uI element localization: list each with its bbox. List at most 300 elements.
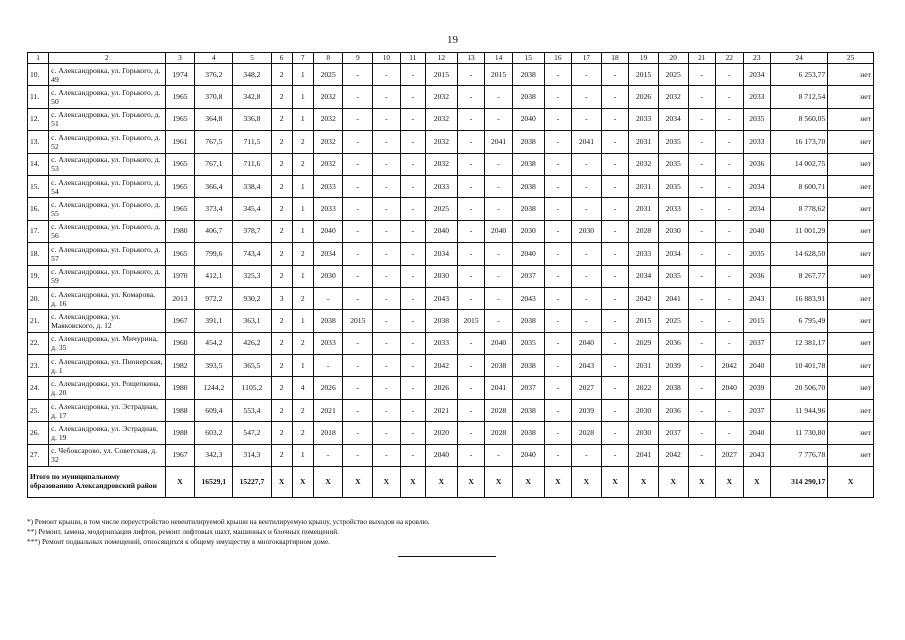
column-number-cell: 20 [658,53,688,64]
table-cell: 711,6 [233,153,271,175]
table-cell: 609,4 [195,399,233,421]
table-cell: - [457,422,485,444]
table-row [28,422,874,444]
table-cell: 2040 [426,220,458,242]
table-cell: 2038 [512,86,544,108]
table-cell: 1965 [165,175,195,197]
table-cell: 2040 [572,332,602,354]
table-cell: - [601,64,629,86]
table-cell: 2028 [485,422,513,444]
table-cell: 2032 [313,86,343,108]
table-cell: - [485,108,513,130]
table-cell: 2031 [629,198,659,220]
table-cell: 2 [271,64,292,86]
table-cell: 2041 [572,131,602,153]
table-cell: - [457,153,485,175]
table-cell: - [373,153,401,175]
table-cell: 2028 [629,220,659,242]
table-cell: - [400,86,425,108]
table-cell: 2032 [313,131,343,153]
column-number-cell: 9 [343,53,373,64]
table-cell: 3 [271,287,292,309]
total-cell: X [629,467,659,498]
table-cell: - [457,332,485,354]
column-number-cell: 21 [688,53,716,64]
table-cell: 2041 [629,444,659,466]
table-cell: 2 [271,175,292,197]
table-cell: 2015 [629,64,659,86]
table-cell: - [572,175,602,197]
row-number-cell: 14. [28,153,49,175]
table-cell: - [343,243,373,265]
cost-cell: 11 730,80 [771,422,828,444]
column-number-cell: 22 [716,53,744,64]
row-number-cell: 12. [28,108,49,130]
table-cell: - [457,377,485,399]
table-cell: 2 [271,220,292,242]
table-cell: 2039 [743,377,771,399]
row-number-cell: 16. [28,198,49,220]
table-cell: - [688,108,716,130]
column-number-cell: 10 [373,53,401,64]
table-cell: - [313,287,343,309]
table-cell: 2035 [658,265,688,287]
table-cell: 930,2 [233,287,271,309]
address-cell: с. Александровка, ул. Пионерская, д. 1 [49,355,165,377]
column-number-cell: 25 [828,53,874,64]
table-cell: - [313,444,343,466]
table-cell: 2032 [313,153,343,175]
table-cell: - [716,422,744,444]
table-cell: - [544,265,572,287]
table-cell: 743,4 [233,243,271,265]
table-cell: 2031 [629,131,659,153]
table-cell: 2040 [512,243,544,265]
table-cell: - [688,310,716,332]
table-cell: 2038 [512,355,544,377]
table-cell: 2 [292,332,313,354]
table-cell: - [688,444,716,466]
table-cell: - [485,444,513,466]
column-number-cell: 4 [195,53,233,64]
table-cell: 378,7 [233,220,271,242]
total-cell: 16529,1 [195,467,233,498]
table-cell: 1 [292,175,313,197]
table-cell: - [373,310,401,332]
table-cell: - [343,153,373,175]
housing-repair-table [27,52,874,498]
table-cell: - [601,422,629,444]
table-cell: 2021 [426,399,458,421]
table-cell: 1 [292,220,313,242]
table-cell: 2035 [512,332,544,354]
table-cell: 1967 [165,444,195,466]
table-cell: 2035 [743,108,771,130]
total-cell: X [457,467,485,498]
total-cell: X [512,467,544,498]
table-cell: - [544,108,572,130]
table-cell: 2042 [658,444,688,466]
table-cell: - [601,243,629,265]
table-row [28,108,874,130]
table-cell: - [716,332,744,354]
table-cell: - [601,153,629,175]
address-cell: с. Александровка, ул. Горького, д. 54 [49,175,165,197]
table-cell: - [688,175,716,197]
table-cell: - [485,153,513,175]
table-cell: - [485,86,513,108]
table-cell: - [572,108,602,130]
table-cell: 2034 [658,243,688,265]
table-cell: 393,5 [195,355,233,377]
table-cell: - [544,399,572,421]
table-cell: 2034 [313,243,343,265]
table-cell: - [485,265,513,287]
table-cell: 799,6 [195,243,233,265]
table-cell: 370,8 [195,86,233,108]
page-number: 19 [447,34,458,46]
table-cell: - [688,220,716,242]
table-cell: - [572,243,602,265]
table-cell: 2038 [512,399,544,421]
table-cell: 391,1 [195,310,233,332]
table-cell: 2015 [343,310,373,332]
row-number-cell: 11. [28,86,49,108]
table-cell: 345,4 [233,198,271,220]
table-cell: 1 [292,198,313,220]
table-cell: - [373,399,401,421]
table-cell: 2 [292,287,313,309]
table-cell: - [457,399,485,421]
table-cell: 2 [271,399,292,421]
table-cell: 1 [292,444,313,466]
table-cell: - [400,220,425,242]
table-cell: 2 [292,243,313,265]
table-cell: - [601,355,629,377]
table-cell: - [544,153,572,175]
table-cell: 2015 [485,64,513,86]
table-cell: - [688,64,716,86]
table-cell: 2041 [658,287,688,309]
table-cell: - [688,265,716,287]
table-cell: 1244,2 [195,377,233,399]
table-cell: - [601,399,629,421]
address-cell: с. Александровка, ул. Комарова, д. 16 [49,287,165,309]
table-cell: 2039 [572,399,602,421]
table-cell: 2043 [743,444,771,466]
table-cell: - [688,355,716,377]
column-number-cell: 8 [313,53,343,64]
table-cell: - [457,86,485,108]
table-cell: 2034 [426,243,458,265]
row-number-cell: 24. [28,377,49,399]
column-number-cell: 15 [512,53,544,64]
total-cell: X [688,467,716,498]
table-cell: 2032 [426,108,458,130]
cost-cell: 7 776,78 [771,444,828,466]
table-cell: 2038 [512,64,544,86]
table-cell: 2026 [313,377,343,399]
column-number-cell: 13 [457,53,485,64]
table-cell: 2027 [716,444,744,466]
table-cell: 2038 [512,422,544,444]
table-cell: 2038 [512,153,544,175]
total-cell: X [658,467,688,498]
column-number-cell: 6 [271,53,292,64]
table-cell: 2036 [743,153,771,175]
table-cell: 2034 [743,64,771,86]
table-cell: 2040 [716,377,744,399]
table-cell: - [544,287,572,309]
table-cell: 2022 [629,377,659,399]
table-cell: - [400,444,425,466]
table-cell: 2025 [426,198,458,220]
status-cell: нет [828,153,874,175]
status-cell: нет [828,198,874,220]
table-cell: 2035 [658,131,688,153]
table-cell: 1 [292,86,313,108]
table-row [28,310,874,332]
table-cell: 2040 [485,332,513,354]
table-cell: - [544,220,572,242]
column-number-cell: 11 [400,53,425,64]
table-row [28,86,874,108]
cost-cell: 16 173,70 [771,131,828,153]
address-cell: с. Александровка, ул. Горького, д. 55 [49,198,165,220]
total-row [28,467,874,498]
table-cell: 1961 [165,131,195,153]
table-cell: - [400,355,425,377]
table-cell: - [544,377,572,399]
table-cell: 2036 [743,265,771,287]
table-cell: 2 [292,131,313,153]
status-cell: нет [828,444,874,466]
table-cell: - [716,175,744,197]
table-cell: 1965 [165,198,195,220]
table-cell: - [373,108,401,130]
total-cell: X [373,467,401,498]
table-cell: 2035 [658,175,688,197]
table-cell: - [601,377,629,399]
status-cell: нет [828,131,874,153]
table-cell: 365,5 [233,355,271,377]
table-cell: 2040 [313,220,343,242]
table-cell: - [400,287,425,309]
address-cell: с. Александровка, ул. Горького, д. 56 [49,220,165,242]
table-cell: - [373,131,401,153]
table-cell: 2036 [658,332,688,354]
table-cell: 2041 [485,377,513,399]
address-cell: с. Чебоксарово, ул. Советская, д. 32 [49,444,165,466]
cost-cell: 8 600,71 [771,175,828,197]
table-cell: 2033 [313,175,343,197]
table-row [28,399,874,421]
footnotes [27,517,877,547]
status-cell: нет [828,377,874,399]
table-cell: - [400,310,425,332]
table-cell: - [688,198,716,220]
row-number-cell: 26. [28,422,49,444]
table-cell: - [572,86,602,108]
table-cell: 1 [292,355,313,377]
status-cell: нет [828,265,874,287]
table-cell: 412,1 [195,265,233,287]
table-cell: 2038 [426,310,458,332]
row-number-cell: 19. [28,265,49,287]
table-cell: 2037 [512,265,544,287]
table-cell: 336,8 [233,108,271,130]
table-cell: 2042 [426,355,458,377]
table-cell: - [457,131,485,153]
table-cell: 2026 [629,86,659,108]
table-cell: 2031 [629,175,659,197]
column-number-cell: 17 [572,53,602,64]
table-cell: - [373,422,401,444]
table-cell: 2035 [658,153,688,175]
table-row [28,131,874,153]
table-cell: - [716,243,744,265]
total-cell: 15227,7 [233,467,271,498]
table-cell: - [373,444,401,466]
table-cell: 1965 [165,108,195,130]
status-cell: нет [828,64,874,86]
table-cell: 2030 [313,265,343,287]
table-cell: 2040 [512,108,544,130]
column-number-cell: 24 [771,53,828,64]
table-cell: 2 [271,198,292,220]
table-cell: 2040 [512,444,544,466]
table-cell: - [716,86,744,108]
address-cell: с. Александровка, ул. Горького, д. 51 [49,108,165,130]
status-cell: нет [828,86,874,108]
table-cell: 2033 [313,198,343,220]
table-cell: - [373,332,401,354]
table-cell: - [457,108,485,130]
table-cell: 348,2 [233,64,271,86]
table-cell: 2030 [629,399,659,421]
table-cell: - [544,131,572,153]
table-cell: - [716,220,744,242]
table-cell: - [400,175,425,197]
table-cell: - [400,243,425,265]
cost-cell: 11 001,29 [771,220,828,242]
cost-cell: 10 401,78 [771,355,828,377]
table-cell: 2043 [572,355,602,377]
address-cell: с. Александровка, ул. Эстрадная, д. 19 [49,422,165,444]
table-cell: 2028 [485,399,513,421]
table-cell: - [544,243,572,265]
table-cell: - [572,198,602,220]
table-cell: 2 [271,332,292,354]
total-cell: X [601,467,629,498]
table-cell: - [373,64,401,86]
table-cell: - [601,444,629,466]
table-cell: - [544,198,572,220]
table-cell: 325,3 [233,265,271,287]
table-cell: 406,7 [195,220,233,242]
table-cell: - [343,131,373,153]
table-cell: 1960 [165,332,195,354]
table-cell: - [373,243,401,265]
table-cell: - [313,355,343,377]
total-cell: X [743,467,771,498]
row-number-cell: 15. [28,175,49,197]
table-row [28,444,874,466]
table-cell: - [544,310,572,332]
table-cell: 1 [292,310,313,332]
table-cell: 1970 [165,265,195,287]
table-cell: - [601,287,629,309]
cost-cell: 14 002,75 [771,153,828,175]
total-cell: X [544,467,572,498]
table-cell: 1105,2 [233,377,271,399]
table-cell: - [688,287,716,309]
column-number-cell: 12 [426,53,458,64]
table-cell: 553,4 [233,399,271,421]
table-cell: 2031 [629,355,659,377]
table-cell: 364,8 [195,108,233,130]
table-cell: 2033 [743,86,771,108]
table-row [28,332,874,354]
table-cell: 2042 [629,287,659,309]
column-number-cell: 19 [629,53,659,64]
table-cell: 342,3 [195,444,233,466]
column-number-cell: 1 [28,53,49,64]
table-cell: 454,2 [195,332,233,354]
table-cell: 2030 [572,220,602,242]
table-cell: 1 [292,64,313,86]
cost-cell: 20 506,70 [771,377,828,399]
table-cell: 2030 [658,220,688,242]
table-cell: - [457,220,485,242]
column-number-cell: 7 [292,53,313,64]
table-cell: 1965 [165,153,195,175]
cost-cell: 8 267,77 [771,265,828,287]
table-cell: 2 [292,422,313,444]
status-cell: нет [828,243,874,265]
table-cell: 2015 [629,310,659,332]
footnote-roof: *) Ремонт крыши, в том числе переустройство невентилируемой крыши на вентилируемую крышу, устройство выходов на кровлю. [27,518,430,526]
table-row [28,220,874,242]
row-number-cell: 13. [28,131,49,153]
table-cell: 2029 [629,332,659,354]
total-cell: X [400,467,425,498]
total-cell: X [313,467,343,498]
table-cell: - [544,175,572,197]
column-number-cell: 5 [233,53,271,64]
table-cell: 2028 [572,422,602,444]
cost-cell: 11 944,96 [771,399,828,421]
table-cell: - [343,332,373,354]
table-cell: - [572,265,602,287]
row-number-cell: 22. [28,332,49,354]
table-cell: - [373,220,401,242]
table-cell: - [343,444,373,466]
table-row [28,243,874,265]
table-cell: - [457,355,485,377]
table-cell: - [485,287,513,309]
table-cell: 2026 [426,377,458,399]
table-cell: 1 [292,108,313,130]
table-cell: - [688,86,716,108]
table-cell: 2038 [512,198,544,220]
table-cell: 1965 [165,86,195,108]
status-cell: нет [828,355,874,377]
table-row [28,287,874,309]
table-cell: 972,2 [195,287,233,309]
table-cell: 2040 [743,355,771,377]
table-row [28,153,874,175]
